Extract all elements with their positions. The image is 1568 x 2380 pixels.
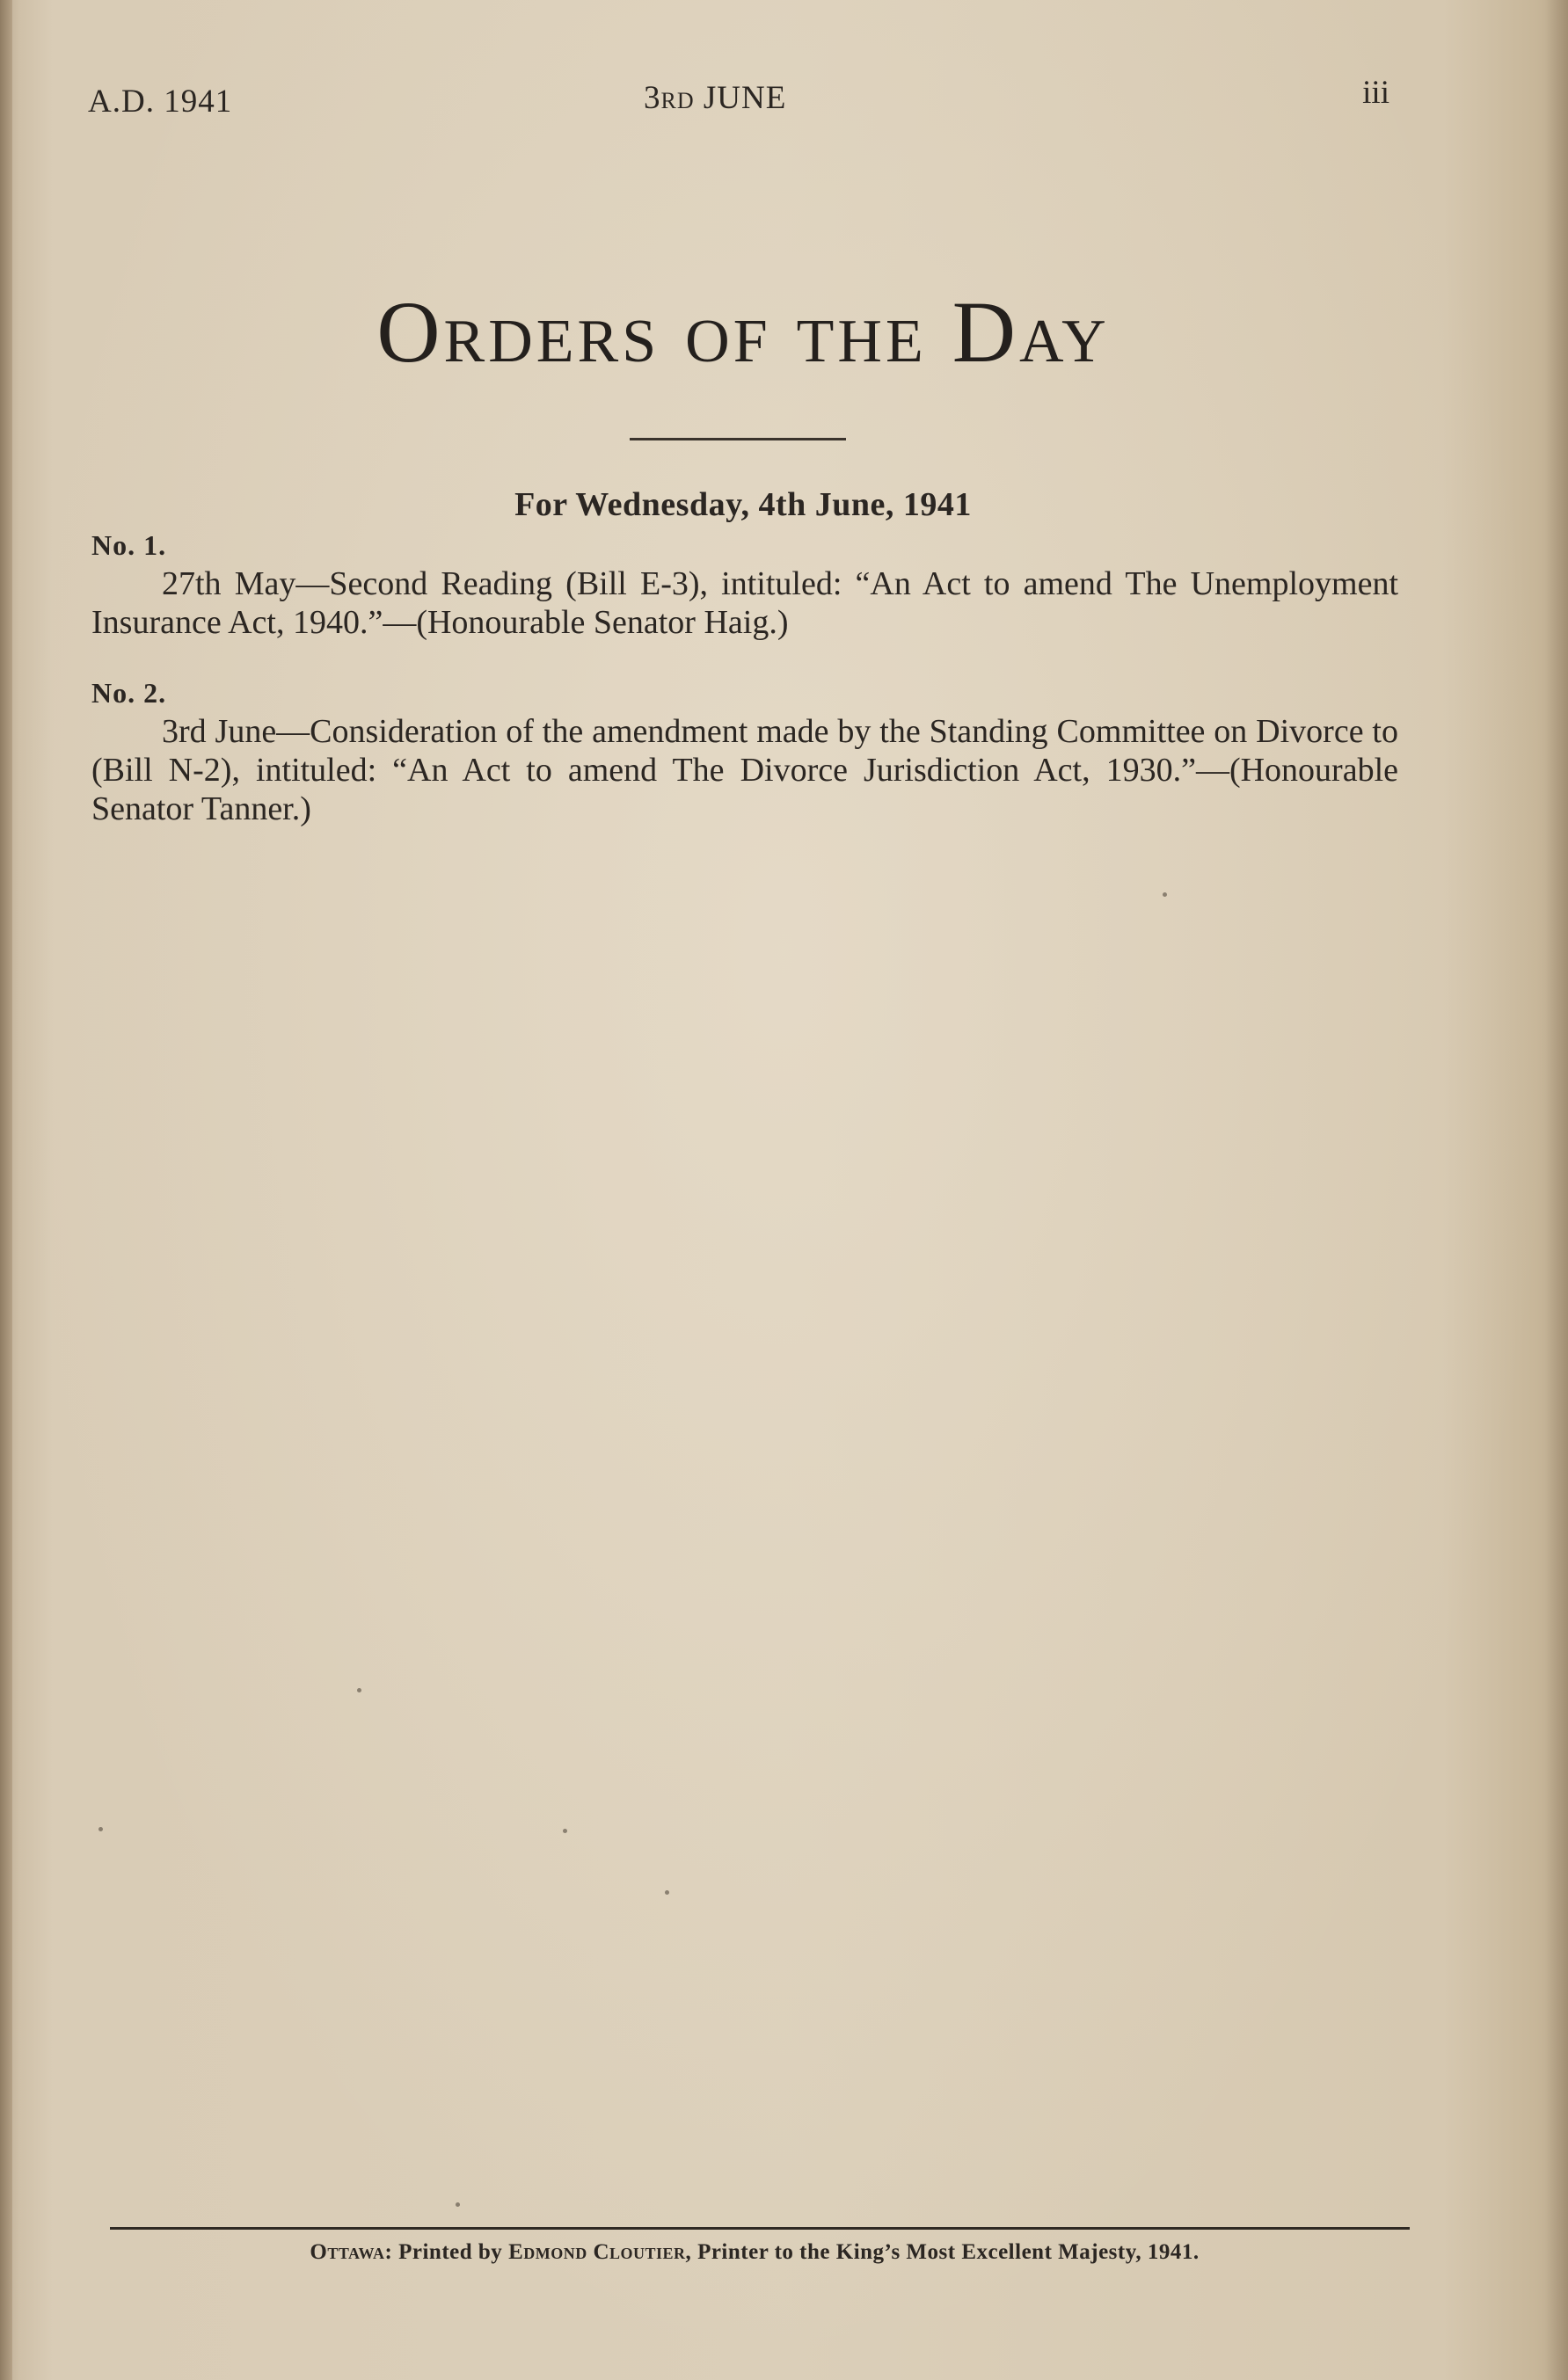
- paper-speck: [1163, 892, 1167, 897]
- imprint-rest: Printer to the King’s Most Excellent Majesty, 1941.: [697, 2240, 1200, 2264]
- order-item-number: No. 1.: [91, 529, 167, 561]
- running-head: [88, 75, 1389, 123]
- paper-speck: [563, 1829, 567, 1833]
- order-item: [91, 675, 1398, 828]
- running-head-date: 3rd JUNE: [644, 80, 787, 116]
- page-title: Orders of the Day: [376, 283, 1110, 381]
- order-item-text: 3rd June—Consideration of the amendment made by the Standing Committee on Divorce to (Bill N-2), intituled: “An Act to amend The Divorce Jurisdiction Act, 1930.”—(Honourable Senator Tanner.): [91, 713, 1398, 827]
- title-rule: [630, 438, 846, 440]
- order-item: [91, 528, 1398, 642]
- imprint-place: Ottawa:: [310, 2240, 393, 2264]
- paper-speck: [98, 1827, 103, 1831]
- order-item-text: 27th May—Second Reading (Bill E-3), intituled: “An Act to amend The Unemployment Insurance Act, 1940.”—(Honourable Senator Haig.): [91, 565, 1398, 641]
- paper-speck: [357, 1688, 361, 1692]
- printer-imprint: [0, 2240, 1509, 2265]
- paper-speck: [456, 2202, 460, 2207]
- date-heading: For Wednesday, 4th June, 1941: [514, 486, 972, 523]
- imprint-printed-by: Printed by: [398, 2240, 503, 2264]
- footer-rule: [110, 2227, 1410, 2230]
- page-number: iii: [1362, 75, 1389, 111]
- imprint-printer-name: Edmond Cloutier,: [508, 2240, 692, 2264]
- order-item-number: No. 2.: [91, 677, 167, 709]
- page-right-edge: [1545, 0, 1568, 2380]
- running-head-year: A.D. 1941: [88, 84, 233, 120]
- paper-speck: [665, 1890, 669, 1895]
